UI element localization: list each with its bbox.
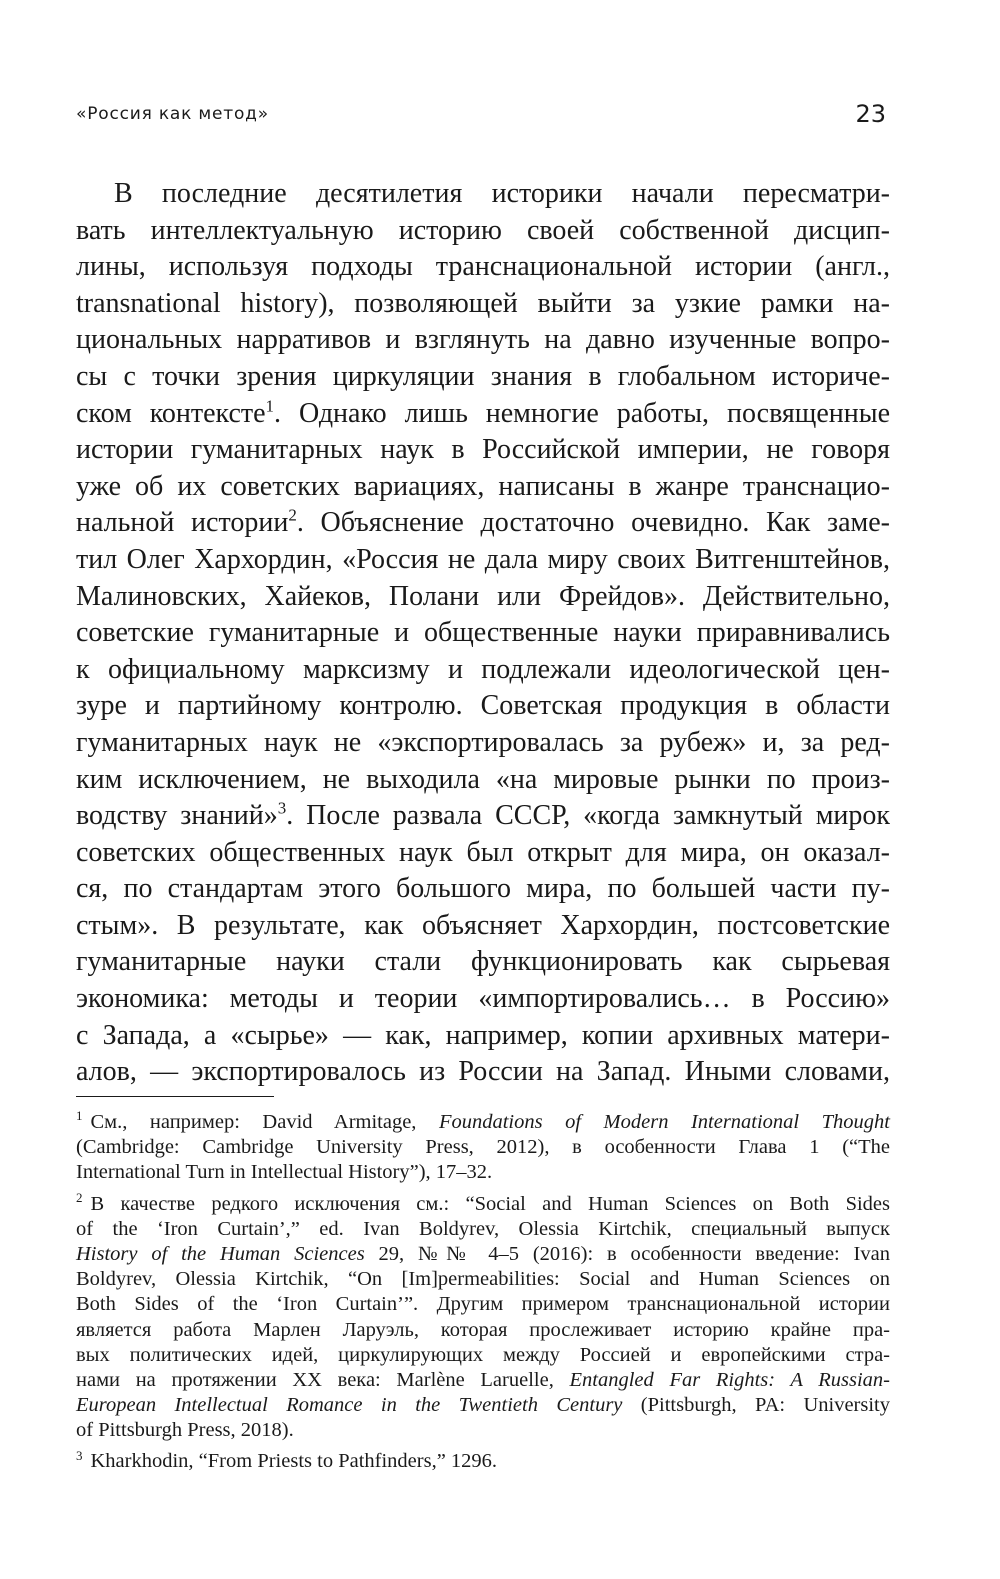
text-line: тил Олег Хархордин, «Россия не дала миру своих Витгенштейнов, (76, 543, 890, 575)
footnote-ref-2[interactable]: 2 (288, 506, 297, 526)
text-segment: . После развала СССР, «когда замкнутый мирок (286, 800, 890, 832)
text-segment: ском контексте (76, 397, 266, 429)
text-line: гуманитарных наук не «экспортировалась за рубеж» и, за ред- (76, 726, 890, 758)
footnote-line (76, 1449, 890, 1474)
text-segment: водству знаний» (76, 800, 278, 832)
text-line: transnational history), позволяющей выйти за узкие рамки на- (76, 287, 890, 319)
text-segment: . Объяснение достаточно очевидно. Как заме- (296, 507, 890, 539)
italic-title: European Intellectual Romance in the Twentieth Century (76, 1394, 623, 1417)
footnote-3 (76, 1449, 890, 1474)
footnote-line: of Pittsburgh Press, 2018). (76, 1419, 294, 1442)
text-line (76, 505, 890, 542)
text-segment: . Однако лишь немногие работы, посвященные (274, 397, 890, 429)
text-line: вать интеллектуальную историю своей собственной дисцип- (76, 214, 890, 246)
text-line (76, 798, 890, 835)
page-number: 23 (855, 100, 886, 128)
text-segment: 29, №№ 4–5 (2016): в особенности введение: Ivan (364, 1242, 890, 1265)
text-line: с Запада, а «сырье» — как, например, копии архивных матери- (76, 1019, 890, 1051)
footnote-line (76, 1110, 890, 1135)
italic-title: Foundations of Modern International Thought (438, 1111, 890, 1133)
text-line: Малиновских, Хайеков, Полани или Фрейдов». Действительно, (76, 580, 890, 612)
footnotes-section (76, 1110, 890, 1481)
text-line: стым». В результате, как объясняет Хархордин, постсоветские (76, 909, 890, 941)
text-line: лины, используя подходы транснациональной истории (англ., (76, 251, 890, 283)
footnote-line (76, 1242, 890, 1267)
footnote-line: вых политических идей, циркулирующих между Россией и европейскими стра- (76, 1343, 890, 1366)
text-segment: нальной истории (76, 507, 289, 539)
footnote-ref-1[interactable]: 1 (265, 396, 275, 416)
text-line: советских общественных наук был открыт для мира, он оказал- (76, 836, 890, 868)
text-segment: См., например: David Armitage, (90, 1111, 439, 1133)
footnote-line: Boldyrev, Olessia Kirtchik, “On [Im]permeabilities: Social and Human Sciences on (76, 1268, 890, 1291)
footnote-line: Both Sides of the ‘Iron Curtain’”. Другим примером транснациональной истории (76, 1293, 890, 1316)
footnote-line: (Cambridge: Cambridge University Press, 2012), в особенности Глава 1 (“The (76, 1136, 890, 1159)
footnote-divider (76, 1096, 274, 1097)
footnote-line: International Turn in Intellectual History”), 17–32. (76, 1161, 493, 1184)
text-line: циональных нарративов и взглянуть на давно изученные вопро- (76, 324, 890, 356)
text-line: В последние десятилетия историки начали пересматри- (114, 178, 890, 209)
text-segment: нами на протяжении XX века: Marlène Laruelle, (76, 1368, 570, 1391)
text-segment: В качестве редкого исключения см.: “Social and Human Sciences on Both Sides (90, 1192, 890, 1215)
text-line: сы с точки зрения циркуляции знания в глобальном историче- (76, 360, 890, 392)
footnote-line: of the ‘Iron Curtain’,” ed. Ivan Boldyrev, Olessia Kirtchik, специальный выпуск (76, 1217, 890, 1240)
text-line (76, 396, 890, 433)
text-segment: (Pittsburgh, PA: University (622, 1394, 890, 1417)
footnote-line (76, 1393, 890, 1418)
running-title: «Россия как метод» (76, 104, 269, 124)
footnote-line: является работа Марлен Ларуэль, которая прослеживает историю крайне пра- (76, 1318, 890, 1341)
footnote-ref-3[interactable]: 3 (277, 798, 287, 818)
text-segment: Kharkhodin, “From Priests to Pathfinders,” 1296. (90, 1450, 498, 1473)
text-line: алов, — экспортировалось из России на Запад. Иными словами, (76, 1056, 890, 1088)
footnote-line (76, 1368, 890, 1393)
text-line: экономика: методы и теории «импортировались… в Россию» (76, 983, 890, 1015)
text-line: советские гуманитарные и общественные науки приравнивались (76, 617, 890, 649)
italic-title: Entangled Far Rights: A Russian- (569, 1368, 890, 1391)
text-line: истории гуманитарных наук в Российской империи, не говоря (76, 434, 890, 466)
footnote-1 (76, 1110, 890, 1186)
text-line: ся, по стандартам этого большого мира, по большей части пу- (76, 873, 890, 905)
text-line: зуре и партийному контролю. Советская продукция в области (76, 690, 890, 722)
footnote-number: 1 (76, 1108, 83, 1124)
footnote-line (76, 1189, 890, 1217)
main-paragraph (76, 176, 890, 1091)
text-line: гуманитарные науки стали функционировать как сырьевая (76, 946, 890, 978)
italic-title: History of the Human Sciences (76, 1242, 365, 1265)
footnote-2 (76, 1189, 890, 1444)
footnote-number: 2 (76, 1189, 83, 1205)
footnote-number: 3 (76, 1447, 83, 1463)
text-line: уже об их советских вариациях, написаны в жанре транснацио- (76, 470, 890, 502)
text-line: к официальному марксизму и подлежали идеологической цен- (76, 653, 890, 685)
text-line: ким исключением, не выходила «на мировые рынки по произ- (76, 763, 890, 795)
